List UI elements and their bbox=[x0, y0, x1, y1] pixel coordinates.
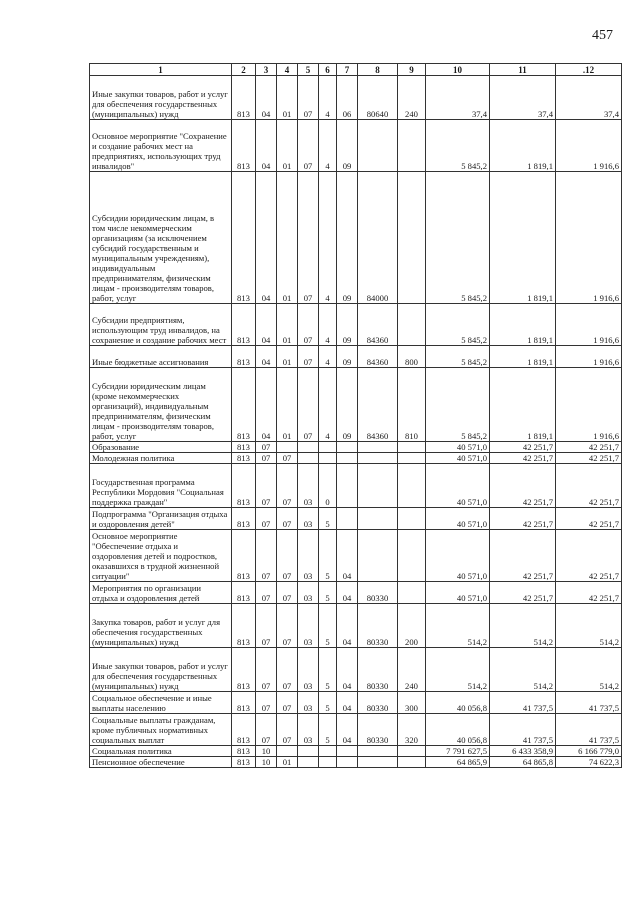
cell-c4: 01 bbox=[277, 172, 298, 304]
cell-c5: 07 bbox=[298, 76, 319, 120]
cell-c2: 813 bbox=[232, 346, 256, 368]
column-header: 2 bbox=[232, 64, 256, 76]
cell-c8: 80330 bbox=[358, 582, 398, 604]
cell-c11: 42 251,7 bbox=[490, 442, 556, 453]
cell-c10: 40 571,0 bbox=[426, 530, 490, 582]
cell-c4: 01 bbox=[277, 346, 298, 368]
table-row bbox=[90, 604, 622, 648]
table-row bbox=[90, 346, 622, 368]
header-row bbox=[90, 64, 622, 76]
cell-c4: 07 bbox=[277, 453, 298, 464]
row-name: Подпрограмма "Организация отдыха и оздоровления детей" bbox=[90, 508, 232, 530]
cell-c9 bbox=[398, 530, 426, 582]
page-number: 457 bbox=[592, 28, 613, 43]
column-header: 10 bbox=[426, 64, 490, 76]
cell-c12: 1 916,6 bbox=[556, 304, 622, 346]
cell-c11: 41 737,5 bbox=[490, 714, 556, 746]
cell-c9 bbox=[398, 442, 426, 453]
cell-c10: 5 845,2 bbox=[426, 120, 490, 172]
cell-c8 bbox=[358, 464, 398, 508]
cell-c5: 07 bbox=[298, 172, 319, 304]
cell-c3: 07 bbox=[256, 582, 277, 604]
cell-c7: 04 bbox=[337, 604, 358, 648]
cell-c10: 5 845,2 bbox=[426, 346, 490, 368]
row-name: Иные закупки товаров, работ и услуг для обеспечения государственных (муниципальных) нужд bbox=[90, 648, 232, 692]
cell-c5: 07 bbox=[298, 120, 319, 172]
table-row bbox=[90, 464, 622, 508]
cell-c12: 514,2 bbox=[556, 648, 622, 692]
cell-c6: 5 bbox=[319, 604, 337, 648]
cell-c3: 07 bbox=[256, 464, 277, 508]
column-header: 5 bbox=[298, 64, 319, 76]
cell-c8: 80330 bbox=[358, 714, 398, 746]
cell-c2: 813 bbox=[232, 76, 256, 120]
cell-c12: 514,2 bbox=[556, 604, 622, 648]
cell-c5: 07 bbox=[298, 368, 319, 442]
cell-c12: 6 166 779,0 bbox=[556, 746, 622, 757]
cell-c4: 01 bbox=[277, 76, 298, 120]
cell-c6: 4 bbox=[319, 120, 337, 172]
cell-c8: 84360 bbox=[358, 346, 398, 368]
cell-c3: 07 bbox=[256, 604, 277, 648]
cell-c2: 813 bbox=[232, 582, 256, 604]
cell-c11: 514,2 bbox=[490, 648, 556, 692]
cell-c12: 37,4 bbox=[556, 76, 622, 120]
cell-c7 bbox=[337, 464, 358, 508]
cell-c9: 320 bbox=[398, 714, 426, 746]
cell-c4: 07 bbox=[277, 648, 298, 692]
cell-c12: 42 251,7 bbox=[556, 442, 622, 453]
cell-c5 bbox=[298, 757, 319, 768]
cell-c6: 5 bbox=[319, 508, 337, 530]
row-name: Государственная программа Республики Мордовия "Социальная поддержка граждан" bbox=[90, 464, 232, 508]
cell-c12: 74 622,3 bbox=[556, 757, 622, 768]
cell-c4: 01 bbox=[277, 120, 298, 172]
cell-c4: 01 bbox=[277, 368, 298, 442]
cell-c2: 813 bbox=[232, 714, 256, 746]
cell-c8 bbox=[358, 530, 398, 582]
cell-c8 bbox=[358, 120, 398, 172]
row-name: Социальное обеспечение и иные выплаты населению bbox=[90, 692, 232, 714]
row-name: Субсидии юридическим лицам, в том числе некоммерческим организациям (за исключением субсидий государственным и муниципальным учреждениям), индивидуальным предпринимателям, физическим лицам - производителям товаров, работ, услуг bbox=[90, 172, 232, 304]
cell-c5 bbox=[298, 442, 319, 453]
cell-c5 bbox=[298, 453, 319, 464]
cell-c6 bbox=[319, 442, 337, 453]
cell-c6: 4 bbox=[319, 304, 337, 346]
cell-c12: 1 916,6 bbox=[556, 120, 622, 172]
cell-c12: 1 916,6 bbox=[556, 346, 622, 368]
cell-c2: 813 bbox=[232, 746, 256, 757]
table-row bbox=[90, 442, 622, 453]
cell-c11: 42 251,7 bbox=[490, 453, 556, 464]
cell-c11: 514,2 bbox=[490, 604, 556, 648]
cell-c3: 04 bbox=[256, 172, 277, 304]
cell-c3: 07 bbox=[256, 530, 277, 582]
cell-c8 bbox=[358, 453, 398, 464]
row-name: Социальные выплаты гражданам, кроме публичных нормативных социальных выплат bbox=[90, 714, 232, 746]
cell-c3: 10 bbox=[256, 757, 277, 768]
cell-c12: 1 916,6 bbox=[556, 368, 622, 442]
cell-c7 bbox=[337, 453, 358, 464]
row-name: Иные закупки товаров, работ и услуг для обеспечения государственных (муниципальных) нужд bbox=[90, 76, 232, 120]
cell-c7: 04 bbox=[337, 648, 358, 692]
cell-c8: 80640 bbox=[358, 76, 398, 120]
cell-c6 bbox=[319, 453, 337, 464]
cell-c9 bbox=[398, 757, 426, 768]
cell-c10: 5 845,2 bbox=[426, 368, 490, 442]
table-row bbox=[90, 120, 622, 172]
cell-c7: 04 bbox=[337, 582, 358, 604]
cell-c5: 07 bbox=[298, 346, 319, 368]
column-header: 6 bbox=[319, 64, 337, 76]
cell-c5: 03 bbox=[298, 530, 319, 582]
cell-c7: 04 bbox=[337, 692, 358, 714]
column-header: 11 bbox=[490, 64, 556, 76]
cell-c9: 800 bbox=[398, 346, 426, 368]
table-row bbox=[90, 304, 622, 346]
cell-c10: 5 845,2 bbox=[426, 304, 490, 346]
table-row bbox=[90, 692, 622, 714]
cell-c12: 42 251,7 bbox=[556, 453, 622, 464]
cell-c10: 7 791 627,5 bbox=[426, 746, 490, 757]
cell-c4: 07 bbox=[277, 464, 298, 508]
cell-c4: 07 bbox=[277, 714, 298, 746]
cell-c6 bbox=[319, 746, 337, 757]
cell-c4: 07 bbox=[277, 692, 298, 714]
cell-c8: 84000 bbox=[358, 172, 398, 304]
cell-c4: 07 bbox=[277, 604, 298, 648]
cell-c11: 1 819,1 bbox=[490, 368, 556, 442]
cell-c10: 64 865,9 bbox=[426, 757, 490, 768]
cell-c4: 01 bbox=[277, 757, 298, 768]
row-name: Образование bbox=[90, 442, 232, 453]
cell-c10: 40 571,0 bbox=[426, 453, 490, 464]
cell-c2: 813 bbox=[232, 604, 256, 648]
table-row bbox=[90, 648, 622, 692]
cell-c3: 10 bbox=[256, 746, 277, 757]
cell-c4: 07 bbox=[277, 508, 298, 530]
cell-c2: 813 bbox=[232, 757, 256, 768]
cell-c3: 04 bbox=[256, 120, 277, 172]
cell-c5: 03 bbox=[298, 508, 319, 530]
column-header: 4 bbox=[277, 64, 298, 76]
cell-c5: 07 bbox=[298, 304, 319, 346]
cell-c7 bbox=[337, 442, 358, 453]
cell-c7: 09 bbox=[337, 304, 358, 346]
cell-c11: 1 819,1 bbox=[490, 172, 556, 304]
cell-c11: 42 251,7 bbox=[490, 582, 556, 604]
cell-c8 bbox=[358, 508, 398, 530]
cell-c11: 42 251,7 bbox=[490, 508, 556, 530]
cell-c6: 4 bbox=[319, 346, 337, 368]
cell-c8: 84360 bbox=[358, 304, 398, 346]
cell-c8: 80330 bbox=[358, 604, 398, 648]
row-name: Мероприятия по организации отдыха и оздоровления детей bbox=[90, 582, 232, 604]
column-header: .12 bbox=[556, 64, 622, 76]
cell-c10: 514,2 bbox=[426, 604, 490, 648]
row-name: Субсидии юридическим лицам (кроме некоммерческих организаций), индивидуальным предпринимателям, физическим лицам - производителям товаров, работ, услуг bbox=[90, 368, 232, 442]
cell-c9 bbox=[398, 453, 426, 464]
cell-c7 bbox=[337, 508, 358, 530]
cell-c9: 240 bbox=[398, 76, 426, 120]
cell-c12: 42 251,7 bbox=[556, 508, 622, 530]
budget-table bbox=[89, 63, 622, 768]
cell-c3: 07 bbox=[256, 508, 277, 530]
cell-c8: 80330 bbox=[358, 692, 398, 714]
cell-c2: 813 bbox=[232, 304, 256, 346]
cell-c4: 07 bbox=[277, 530, 298, 582]
row-name: Закупка товаров, работ и услуг для обеспечения государственных (муниципальных) нужд bbox=[90, 604, 232, 648]
cell-c6: 4 bbox=[319, 172, 337, 304]
cell-c7: 04 bbox=[337, 714, 358, 746]
cell-c2: 813 bbox=[232, 464, 256, 508]
cell-c9 bbox=[398, 172, 426, 304]
cell-c3: 04 bbox=[256, 76, 277, 120]
cell-c2: 813 bbox=[232, 530, 256, 582]
cell-c7: 09 bbox=[337, 120, 358, 172]
cell-c3: 04 bbox=[256, 346, 277, 368]
cell-c10: 37,4 bbox=[426, 76, 490, 120]
column-header: 3 bbox=[256, 64, 277, 76]
table-row bbox=[90, 508, 622, 530]
table-row bbox=[90, 714, 622, 746]
cell-c7 bbox=[337, 746, 358, 757]
cell-c5 bbox=[298, 746, 319, 757]
cell-c2: 813 bbox=[232, 508, 256, 530]
row-name: Субсидии предприятиям, использующим труд инвалидов, на сохранение и создание рабочих мест bbox=[90, 304, 232, 346]
cell-c9: 240 bbox=[398, 648, 426, 692]
cell-c7: 06 bbox=[337, 76, 358, 120]
cell-c12: 41 737,5 bbox=[556, 714, 622, 746]
cell-c5: 03 bbox=[298, 604, 319, 648]
cell-c5: 03 bbox=[298, 464, 319, 508]
cell-c12: 42 251,7 bbox=[556, 464, 622, 508]
column-header: 7 bbox=[337, 64, 358, 76]
column-header: 1 bbox=[90, 64, 232, 76]
table-row bbox=[90, 530, 622, 582]
cell-c11: 1 819,1 bbox=[490, 304, 556, 346]
cell-c9: 810 bbox=[398, 368, 426, 442]
cell-c3: 07 bbox=[256, 442, 277, 453]
row-name: Молодежная политика bbox=[90, 453, 232, 464]
cell-c8 bbox=[358, 746, 398, 757]
cell-c7: 09 bbox=[337, 346, 358, 368]
cell-c11: 42 251,7 bbox=[490, 530, 556, 582]
table-row bbox=[90, 453, 622, 464]
cell-c6: 5 bbox=[319, 714, 337, 746]
cell-c9: 300 bbox=[398, 692, 426, 714]
cell-c5: 03 bbox=[298, 692, 319, 714]
cell-c2: 813 bbox=[232, 368, 256, 442]
cell-c6: 5 bbox=[319, 582, 337, 604]
cell-c2: 813 bbox=[232, 692, 256, 714]
cell-c10: 40 571,0 bbox=[426, 508, 490, 530]
cell-c6: 4 bbox=[319, 76, 337, 120]
cell-c8 bbox=[358, 442, 398, 453]
cell-c11: 42 251,7 bbox=[490, 464, 556, 508]
cell-c11: 1 819,1 bbox=[490, 120, 556, 172]
column-header: 9 bbox=[398, 64, 426, 76]
row-name: Основное мероприятие "Обеспечение отдыха и оздоровления детей и подростков, оказавшихся в трудной жизненной ситуации" bbox=[90, 530, 232, 582]
cell-c7: 04 bbox=[337, 530, 358, 582]
cell-c3: 07 bbox=[256, 692, 277, 714]
cell-c11: 37,4 bbox=[490, 76, 556, 120]
table-row bbox=[90, 582, 622, 604]
cell-c10: 40 571,0 bbox=[426, 442, 490, 453]
cell-c4: 01 bbox=[277, 304, 298, 346]
cell-c7 bbox=[337, 757, 358, 768]
cell-c3: 07 bbox=[256, 648, 277, 692]
cell-c2: 813 bbox=[232, 453, 256, 464]
cell-c10: 40 571,0 bbox=[426, 582, 490, 604]
cell-c10: 5 845,2 bbox=[426, 172, 490, 304]
cell-c11: 6 433 358,9 bbox=[490, 746, 556, 757]
cell-c4 bbox=[277, 442, 298, 453]
cell-c6: 5 bbox=[319, 648, 337, 692]
cell-c11: 1 819,1 bbox=[490, 346, 556, 368]
cell-c3: 04 bbox=[256, 368, 277, 442]
table-body bbox=[90, 76, 622, 768]
cell-c7: 09 bbox=[337, 172, 358, 304]
row-name: Основное мероприятие "Сохранение и создание рабочих мест на предприятиях, использующих труд инвалидов" bbox=[90, 120, 232, 172]
cell-c6: 4 bbox=[319, 368, 337, 442]
cell-c9 bbox=[398, 746, 426, 757]
cell-c8 bbox=[358, 757, 398, 768]
cell-c2: 813 bbox=[232, 120, 256, 172]
cell-c5: 03 bbox=[298, 582, 319, 604]
cell-c5: 03 bbox=[298, 714, 319, 746]
cell-c6 bbox=[319, 757, 337, 768]
cell-c9 bbox=[398, 304, 426, 346]
table-row bbox=[90, 757, 622, 768]
cell-c9 bbox=[398, 582, 426, 604]
cell-c6: 5 bbox=[319, 692, 337, 714]
cell-c2: 813 bbox=[232, 442, 256, 453]
cell-c9 bbox=[398, 464, 426, 508]
cell-c5: 03 bbox=[298, 648, 319, 692]
cell-c6: 5 bbox=[319, 530, 337, 582]
cell-c10: 40 056,8 bbox=[426, 714, 490, 746]
cell-c10: 40 571,0 bbox=[426, 464, 490, 508]
cell-c9 bbox=[398, 120, 426, 172]
cell-c4 bbox=[277, 746, 298, 757]
cell-c3: 04 bbox=[256, 304, 277, 346]
cell-c3: 07 bbox=[256, 453, 277, 464]
cell-c7: 09 bbox=[337, 368, 358, 442]
cell-c10: 514,2 bbox=[426, 648, 490, 692]
cell-c12: 41 737,5 bbox=[556, 692, 622, 714]
cell-c8: 84360 bbox=[358, 368, 398, 442]
table-row bbox=[90, 76, 622, 120]
row-name: Пенсионное обеспечение bbox=[90, 757, 232, 768]
cell-c9 bbox=[398, 508, 426, 530]
row-name: Иные бюджетные ассигнования bbox=[90, 346, 232, 368]
cell-c12: 1 916,6 bbox=[556, 172, 622, 304]
table-row bbox=[90, 368, 622, 442]
row-name: Социальная политика bbox=[90, 746, 232, 757]
cell-c6: 0 bbox=[319, 464, 337, 508]
cell-c12: 42 251,7 bbox=[556, 582, 622, 604]
cell-c11: 64 865,8 bbox=[490, 757, 556, 768]
cell-c4: 07 bbox=[277, 582, 298, 604]
cell-c2: 813 bbox=[232, 172, 256, 304]
cell-c2: 813 bbox=[232, 648, 256, 692]
cell-c12: 42 251,7 bbox=[556, 530, 622, 582]
cell-c11: 41 737,5 bbox=[490, 692, 556, 714]
cell-c9: 200 bbox=[398, 604, 426, 648]
table-row bbox=[90, 172, 622, 304]
cell-c3: 07 bbox=[256, 714, 277, 746]
cell-c8: 80330 bbox=[358, 648, 398, 692]
cell-c10: 40 056,8 bbox=[426, 692, 490, 714]
column-header: 8 bbox=[358, 64, 398, 76]
table-row bbox=[90, 746, 622, 757]
